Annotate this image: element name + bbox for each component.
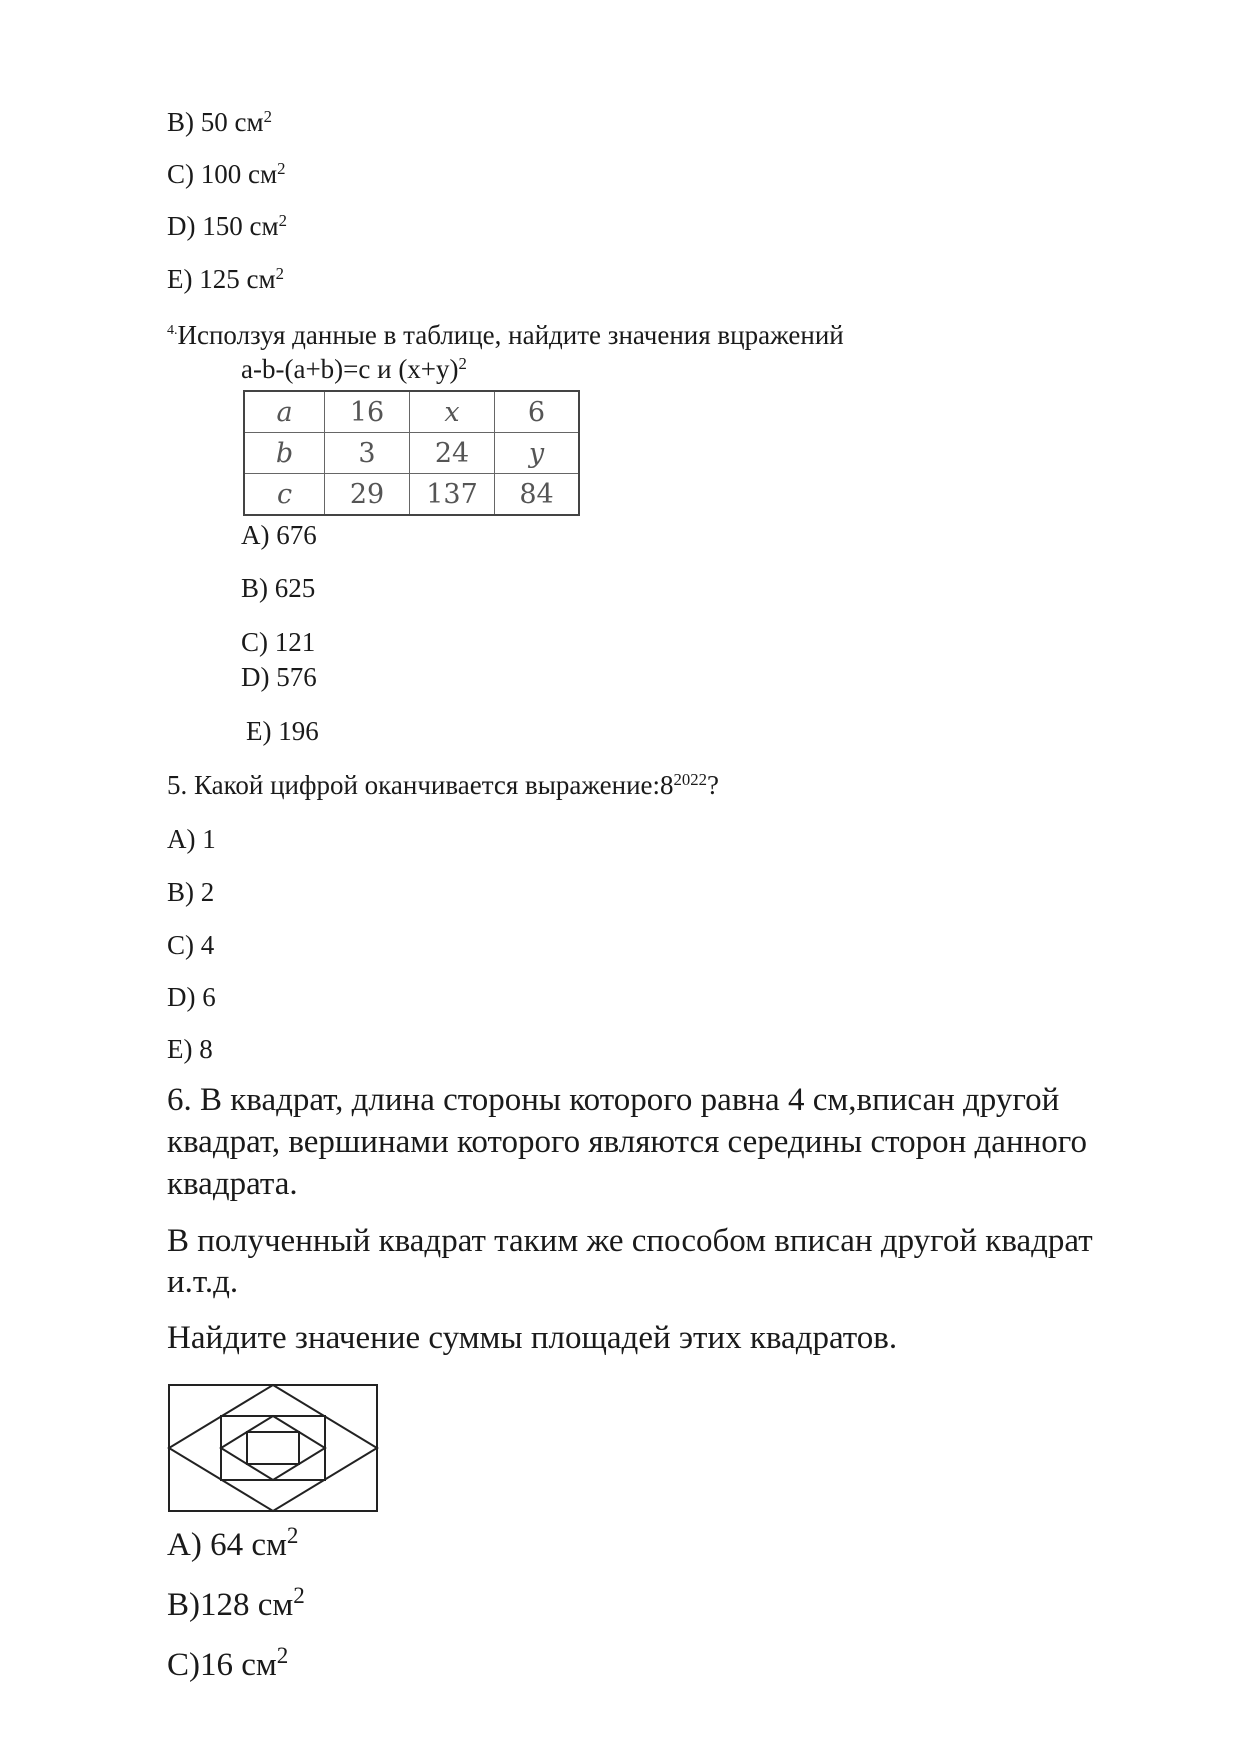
table-row xyxy=(244,391,579,433)
inscribed-rhombus-3 xyxy=(221,1416,325,1480)
q5-option-a: A) 1 xyxy=(167,824,216,854)
q6-line-3: квадрата. xyxy=(167,1166,298,1202)
nested-squares-figure xyxy=(167,1383,379,1513)
table-cell: 24 xyxy=(410,433,495,474)
table-cell: b xyxy=(244,433,325,474)
q6-option-a: A) 64 $см^2$ xyxy=(167,1522,299,1563)
q6-line-5: и.т.д. xyxy=(167,1264,239,1300)
q4-option-e: E) 196 xyxy=(246,716,319,746)
q4-option-c: C) 121 xyxy=(241,627,316,657)
q6-option-b: B)128 $см^2$ xyxy=(167,1582,305,1623)
q6-line-1: 6. В квадрат, длина стороны которого равна 4 см,вписан другой xyxy=(167,1082,1060,1118)
table-row xyxy=(244,474,579,516)
q4-option-b: B) 625 xyxy=(241,573,316,603)
q3-option-b: B) 50 $см^2$ xyxy=(167,106,272,137)
table-cell: 84 xyxy=(495,474,580,516)
inscribed-rect-2 xyxy=(221,1416,325,1480)
q5-option-c: C) 4 xyxy=(167,930,215,960)
q5-option-e: E) 8 xyxy=(167,1034,213,1064)
q6-line-4: В полученный квадрат таким же способом вписан другой квадрат xyxy=(167,1223,1093,1259)
q6-option-c: C)16 $см^2$ xyxy=(167,1642,289,1683)
table-cell: a xyxy=(244,391,325,433)
table-cell: c xyxy=(244,474,325,516)
table-cell: 16 xyxy=(325,391,410,433)
q5-option-b: B) 2 xyxy=(167,877,215,907)
q4-values-table xyxy=(243,390,580,516)
table-cell: y xyxy=(495,433,580,474)
q4-option-d: D) 576 xyxy=(241,662,317,692)
table-cell: 6 xyxy=(495,391,580,433)
q3-option-d: D) 150 $см^2$ xyxy=(167,210,287,241)
q4-option-a: A) 676 xyxy=(241,520,317,550)
q6-line-6: Найдите значение суммы площадей этих квадратов. xyxy=(167,1320,898,1356)
table-cell: x xyxy=(410,391,495,433)
table-cell: 3 xyxy=(325,433,410,474)
table-cell: 137 xyxy=(410,474,495,516)
q3-option-e: E) 125 $см^2$ xyxy=(167,263,284,294)
table-cell: 29 xyxy=(325,474,410,516)
q4-expression: a-b-(a+b)=c и $(x+y)^2$ xyxy=(241,353,467,384)
outer-square xyxy=(169,1385,377,1511)
q3-option-c: C) 100 $см^2$ xyxy=(167,158,286,189)
q5-option-d: D) 6 xyxy=(167,982,216,1012)
q5-prompt: 5. Какой цифрой оканчивается $выражение:8^{2022}$? xyxy=(167,769,719,800)
inscribed-rhombus-1 xyxy=(169,1385,377,1511)
inscribed-rect-4 xyxy=(247,1432,299,1464)
q6-line-2: квадрат, вершинами которого являются середины сторон данного xyxy=(167,1124,1087,1160)
q4-prompt: $^{4.}$Исползуя данные в таблице, найдите значения вцражений xyxy=(167,320,844,350)
table-row xyxy=(244,433,579,474)
